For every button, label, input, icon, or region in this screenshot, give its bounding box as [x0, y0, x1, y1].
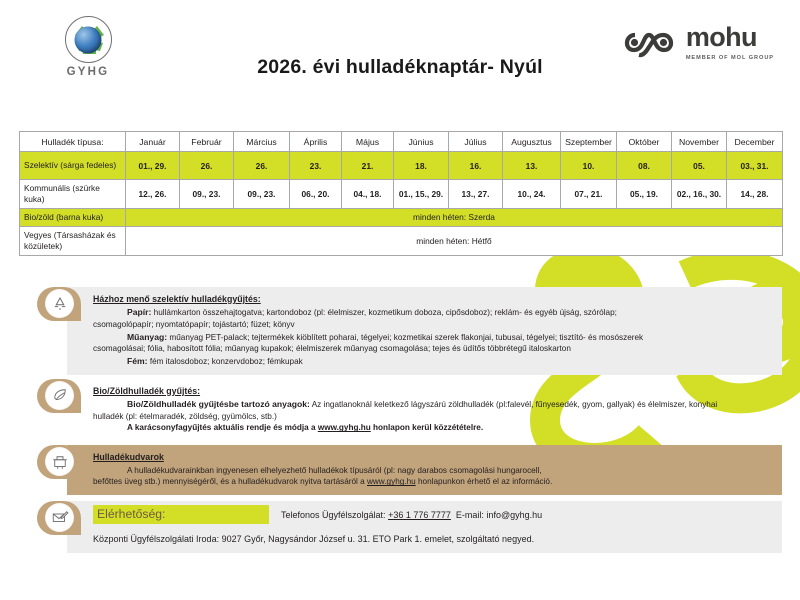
cell-municipal-oct: 05., 19. [617, 180, 672, 209]
col-header-june: Június [394, 132, 449, 152]
mohu-logo [621, 24, 774, 61]
cell-municipal-jul: 13., 27. [449, 180, 503, 209]
paper-label: Papír: [127, 307, 152, 318]
section-bio-collection [19, 379, 782, 441]
col-header-october: Október [617, 132, 672, 152]
cell-selective-may: 21. [342, 152, 394, 180]
section-body-bio [67, 379, 782, 441]
section-body-contact [67, 501, 782, 553]
globe-icon [75, 26, 102, 53]
row-label-selective: Szelektív (sárga fedeles) [20, 152, 126, 180]
cell-selective-sep: 10. [561, 152, 617, 180]
cell-selective-feb: 26. [180, 152, 234, 180]
envelope-pen-icon [46, 504, 73, 531]
phone-number-link[interactable]: +36 1 776 7777 [388, 509, 451, 520]
contact-phone-email [281, 509, 542, 522]
table-row-bio [20, 208, 783, 226]
table-row-municipal [20, 180, 783, 209]
section-tab-selective [37, 287, 83, 327]
cell-municipal-apr: 06., 20. [290, 180, 342, 209]
bio-materials-line-2: hulladék (pl: ételmaradék, zöldség, gyümölcs, stb.) [93, 411, 277, 421]
contact-primary-row [93, 505, 772, 524]
cell-selective-nov: 05. [672, 152, 727, 180]
email-address: info@gyhg.hu [486, 509, 543, 520]
bio-materials-line-1: Az ingatlanoknál keletkező lágyszárú zöldhulladék (pl:falevél, fűnyesedék, gyom, gallyak) és élelmiszer, konyhai [311, 400, 718, 410]
contact-title: Elérhetőség: [93, 505, 269, 524]
col-header-september: Szeptember [561, 132, 617, 152]
cell-municipal-feb: 09., 23. [180, 180, 234, 209]
paper-line-1: hullámkarton összehajtogatva; kartondoboz (pl: élelmiszer, kozmetikum doboza, cipősdoboz); reklám- és egyéb újság, szórólap; [153, 308, 617, 318]
info-panels [19, 287, 782, 557]
cell-municipal-sep: 07., 21. [561, 180, 617, 209]
metal-label: Fém: [127, 356, 148, 367]
bio-materials-block [127, 398, 772, 411]
page-header [0, 0, 800, 112]
cell-municipal-jan: 12., 26. [126, 180, 180, 209]
mohu-mark-icon [621, 28, 677, 58]
recycle-triangle-icon [46, 290, 73, 317]
cell-municipal-dec: 14., 28. [727, 180, 783, 209]
table-header-row [20, 132, 783, 152]
section-title-bio: Bio/Zöldhulladék gyűjtés: [93, 385, 201, 396]
bio-materials-line-2-row [93, 411, 772, 423]
plastic-label: Műanyag: [127, 331, 168, 342]
col-header-august: Augusztus [503, 132, 561, 152]
cell-selective-jan: 01., 29. [126, 152, 180, 180]
gyhg-link-bio[interactable]: www.gyhg.hu [317, 423, 371, 433]
col-header-february: Február [180, 132, 234, 152]
metal-line-1: fém italosdoboz; konzervdoboz; fémkupak [149, 357, 303, 367]
section-title-yards: Hulladékudvarok [93, 452, 164, 463]
col-header-november: November [672, 132, 727, 152]
section-selective-collection [19, 287, 782, 375]
mohu-wordmark: mohu [685, 22, 757, 52]
cell-selective-apr: 23. [290, 152, 342, 180]
col-header-may: Május [342, 132, 394, 152]
paper-line-2-row [93, 319, 772, 331]
email-label: E-mail: [455, 509, 484, 520]
cell-mixed-schedule: minden héten: Hétfő [126, 226, 783, 255]
yards-line-1: A hulladékudvarainkban ingyenesen elhelyezhető hulladékok típusáról (pl: nagy darabos csomagolási hungarocell, [127, 465, 542, 475]
section-tab-bio [37, 379, 83, 419]
cell-municipal-nov: 02., 16., 30. [672, 180, 727, 209]
waste-calendar [19, 131, 782, 256]
row-label-municipal: Kommunális (szürke kuka) [20, 180, 126, 209]
phone-label: Telefonos Ügyfélszolgálat: [281, 509, 386, 520]
metal-block [127, 355, 772, 368]
section-body-selective [67, 287, 782, 375]
cell-selective-aug: 13. [503, 152, 561, 180]
cell-selective-jul: 16. [449, 152, 503, 180]
waste-yard-icon [46, 448, 73, 475]
section-waste-yards [19, 445, 782, 495]
paper-block [127, 306, 772, 319]
col-header-january: Január [126, 132, 180, 152]
paper-line-2: csomagolópapír; nyomtatópapír; tojástartó; füzet; könyv [93, 320, 295, 330]
yards-line-1-row [127, 465, 772, 477]
row-label-bio: Bio/zöld (barna kuka) [20, 208, 126, 226]
plastic-line-2: csomagolásai; fólia, habosított fólia; műanyag kupakok; élelmiszerek műanyag csomagolása; tejes és üdítős többrétegű italoskarton [93, 344, 571, 354]
cell-municipal-mar: 09., 23. [234, 180, 290, 209]
cell-municipal-may: 04., 18. [342, 180, 394, 209]
xmas-text-pre: A karácsonyfagyűjtés aktuális rendje és módja a [127, 423, 318, 433]
table-row-selective [20, 152, 783, 180]
cell-selective-mar: 26. [234, 152, 290, 180]
cell-selective-jun: 18. [394, 152, 449, 180]
col-header-march: Március [234, 132, 290, 152]
cell-selective-oct: 08. [617, 152, 672, 180]
section-body-yards [67, 445, 782, 495]
section-tab-yards [37, 445, 83, 485]
plastic-block [127, 331, 772, 344]
row-label-mixed: Vegyes (Társasházak és közületek) [20, 226, 126, 255]
xmas-text-post: honlapon kerül közzétételre. [370, 423, 484, 433]
cell-selective-dec: 03., 31. [727, 152, 783, 180]
contact-address: Központi Ügyfélszolgálati Iroda: 9027 Győr, Nagysándor József u. 31. ETO Park 1. emelet, szolgáltató negyed. [93, 534, 535, 545]
cell-municipal-aug: 10., 24. [503, 180, 561, 209]
col-header-july: Július [449, 132, 503, 152]
leaf-bio-icon [46, 382, 73, 409]
section-title-selective: Házhoz menő szelektív hulladékgyűjtés: [93, 294, 261, 304]
cell-bio-schedule: minden héten: Szerda [126, 208, 783, 226]
bio-materials-label: Bio/Zöldhulladék gyűjtésbe tartozó anyagok: [127, 399, 310, 410]
section-tab-contact [37, 501, 83, 541]
gyhg-link-yards[interactable]: www.gyhg.hu [366, 477, 416, 487]
yards-line-2-row [93, 476, 772, 488]
xmas-tree-row [127, 422, 772, 434]
plastic-line-2-row [93, 343, 772, 355]
yards-line-2-pre: befőttes üveg stb.) mennyiségéről, és a hulladékudvarok nyitva tartásáról a [93, 477, 367, 487]
col-header-type: Hulladék típusa: [20, 132, 126, 152]
cell-municipal-jun: 01., 15., 29. [394, 180, 449, 209]
table-row-mixed [20, 226, 783, 255]
mohu-tagline: MEMBER OF MOL GROUP [685, 55, 774, 61]
col-header-april: Április [290, 132, 342, 152]
yards-line-2-post: honlapunkon érhető el az információ. [415, 477, 553, 487]
gyhg-logo-text: GYHG [66, 66, 110, 78]
col-header-december: December [727, 132, 783, 152]
section-contact [19, 501, 782, 553]
calendar-table [19, 131, 783, 256]
plastic-line-1: műanyag PET-palack; tejtermékek kiöblített poharai, tégelyei; kozmetikai szerek flakonjai, tubusai, tégelyei; tisztító- és mosószerek [169, 332, 644, 342]
page-title: 2026. évi hulladéknaptár- Nyúl [257, 56, 543, 78]
